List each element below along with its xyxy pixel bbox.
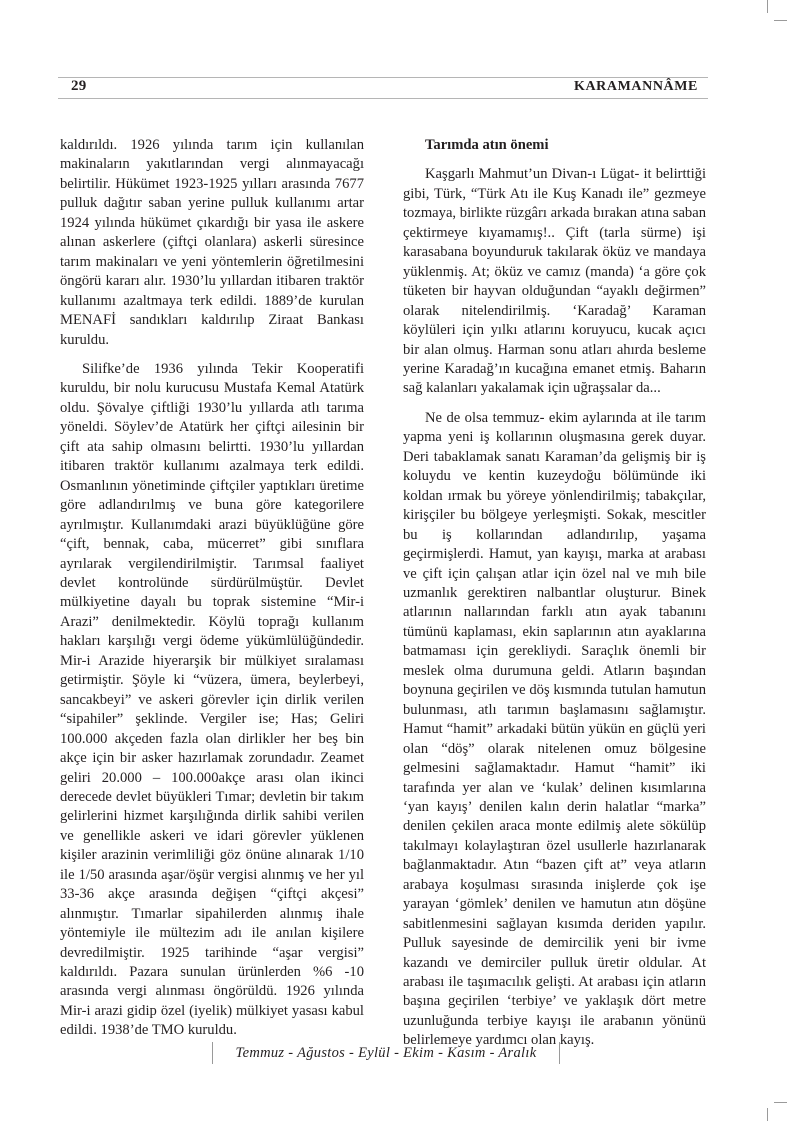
crop-mark-top-vertical — [767, 0, 768, 13]
right-column — [403, 136, 706, 1051]
paragraph: Kaşgarlı Mahmut’un Divan-ı Lügat- it belirttiği gibi, Türk, “Türk Atı ile Kuş Kanadı ile” gezmeye tozmaya, birlikte rüzgârı arkada bırakan atına saban çektirmeye kıyamamış!.. Çift (tarla sürme) işi karasabana boyunduruk takılarak öküz ve mandaya yüklenmiş. At; öküz ve camız (manda) ‘a göre çok tüketen bir hayvan olduğundan “ayaklı değirmen” olarak nitelendirilmiş. ‘Karadağ’ Karaman köylüleri için yılkı atlarını koruyucu, kucak açıcı bir alan olmuş. Harman sonu atları ahırda besleme yerine Karadağ’ın kucağına emanet etmiş. Baharın sağ kalanları yakalamak için uğraşsalar da... — [403, 166, 706, 397]
paragraph: Ne de olsa temmuz- ekim aylarında at ile tarım yapma yeni iş kollarının oluşmasına gerek duyar. Deri tabaklamak sanatı Karaman’da gelişmiş bir iş koluydu ve kentin kuzeydoğu bölümünde iki koldan ırmak bu yöreye yönlendirilmiş; tabakçılar, kirişçiler bu bölgeye yerleşmişti. Sokak, mescitler bu iş kollarından adlandırılıp, yaşama geçirmişlerdi. Hamut, yan kayışı, marka at arabası ve çift için çalışan atlar için özel nal ve mıh bile uzmanlık gerektiren nalbantlar oluşturur. Binek atlarının nallarından farklı atın ayak tabanını tümünü kaplaması, ekin saplarının atın ayaklarına batmaması için gerekliydi. Saraçlık önemli bir meslek olma durumuna geldi. Atların başından boynuna geçirilen ve döş kısmında tutulan hamutun bulunması, atlı tarımın başlamasını sağlamıştır. Hamut “hamit” arkadaki bütün yükün en güçlü yeri olan “döş” olarak nitelenen omuz bölgesine gelmesini sağlamaktadır. Hamut “hamit” iki tarafında yer alan ve ‘kulak’ delinen kısımlarına ‘yan kayış’ denilen kalın derin halatlar “marka” denilen çekilen araca monte edilmiş alete sökülüp takılmayı kolaylaştıran özel usullerle hazırlanarak bağlanmaktadır. Atın “bazen çift at” veya atların arabaya koşulması sırasında inişlerde çok işe yarayan ‘gömlek’ denilen ve hamutun atın döşüne sabitlenmesini sağlayan kısımda deriden yapılır. Pulluk sayesinde de demircilik yeni bir ivme kazandı ve demirciler pulluk üretir oldular. At arabası ile taşımacılık gelişti. At arabası için atların başına geçirilen ‘terbiye’ ve yaklaşık dört metre uzunluğunda terbiye kayışı ile arabanın yönünü belirlemeye yardımcı olan kayış. — [403, 409, 706, 1049]
header-rule-bottom — [58, 98, 708, 99]
crop-mark-bottom-horizontal — [774, 1102, 787, 1103]
paragraph: Silifke’de 1936 yılında Tekir Kooperatifi kuruldu, bir nolu kurucusu Mustafa Kemal Atatürk oldu. Şövalye çiftliği 1930’lu yıllarda atlı tarıma yöneldi. Söylev’de Atatürk her çiftçi ailesinin bir çift ata sahip olmasını belirtti. 1930’lu yıllardan itibaren traktör kullanımı azalmaya terk edildi. Osmanlının yönetiminde çiftçiler yaptıkları üretime göre adlandırılmış ve buna göre kategorilere ayrılmıştır. Kullanımdaki arazi büyüklüğüne göre “çift, bennak, caba, mücerret” gibi sınıflara ayrılarak vergilendirilmiştir. Tarımsal faaliyet devlet kontrolünde sürdürülmüştür. Devlet mülkiyetine dayalı bu toprak sistemine “Mir-i Arazi” denilmektedir. Köylü toprağı kullanım hakları karşılığı vergi ödeme yükümlülüğündedir. Mir-i Arazide hiyerarşik bir mülkiyet sıralaması getirmiştir. Şöyle ki “vüzera, ümera, beylerbeyi, sancakbeyi” ve askeri görevler için dirlik verilen “sipahiler” şeklinde. Vergiler ise; Has; Geliri 100.000 akçeden fazla olan dirlikler her beş bin akçe için bir asker hazırlamak zorundadır. Zeamet geliri 20.000 – 100.000akçe arası olan ikinci derecede devlet büyükleri Tımar; devletin bir takım gelirlerini hizmet karşılığında dirlik sahibi verilen ve genellikle askeri ve idari görevler yüklenen kişiler arazinin verimliliği göz önüne alınarak 1/10 ile 1/50 arasında aşar/öşür vergisi alınmış ve her yıl 33-36 akçe arasında değişen “çiftçi akçesi” alınmıştır. Tımarlar sipahilerden alınmış ihale yöntemiyle ile mültezim adı ile anılan kişilere devredilmiştir. 1925 tarihinde “aşar vergisi” kaldırıldı. Pazara sunulan ürünlerden %6 -10 arasında vergi alınması öngörüldü. 1926 yılında Mir-i arazi gidip özel (iyelik) mülkiyet yasası kabul edildi. 1938’de TMO kuruldu. — [60, 360, 364, 1039]
journal-title: KARAMANNÂME — [573, 79, 698, 94]
left-column — [60, 136, 364, 1041]
paragraph: kaldırıldı. 1926 yılında tarım için kullanılan makinaların yakıtlarından vergi alınmayacağı belirtilir. Hükümet 1923-1925 yılları arasında 7677 pulluk dağıtır saban yerine pulluk kullanımı artar 1924 yılında hükümet çıkardığı bir yasa ile askere alınan askerlere (çiftçi olanlara) askerli süresince tarım makinaları ve yeni yöntemlerin öğretilmesini öngörü kararı alır. 1930’lu yıllardan itibaren traktör kullanımı azaltmaya terk edildi. 1889’de kurulan MENAFİ sandıkları kaldırılıp Ziraat Bankası kuruldu. — [60, 137, 364, 348]
crop-mark-top-horizontal — [774, 20, 787, 21]
section-heading: Tarımda atın önemi — [425, 137, 549, 153]
header-rule-top — [58, 77, 708, 78]
page-number: 29 — [71, 78, 87, 94]
footer-issue-months: Temmuz - Ağustos - Eylül - Ekim - Kasım - Aralık — [212, 1042, 560, 1064]
crop-mark-bottom-vertical — [767, 1108, 768, 1121]
